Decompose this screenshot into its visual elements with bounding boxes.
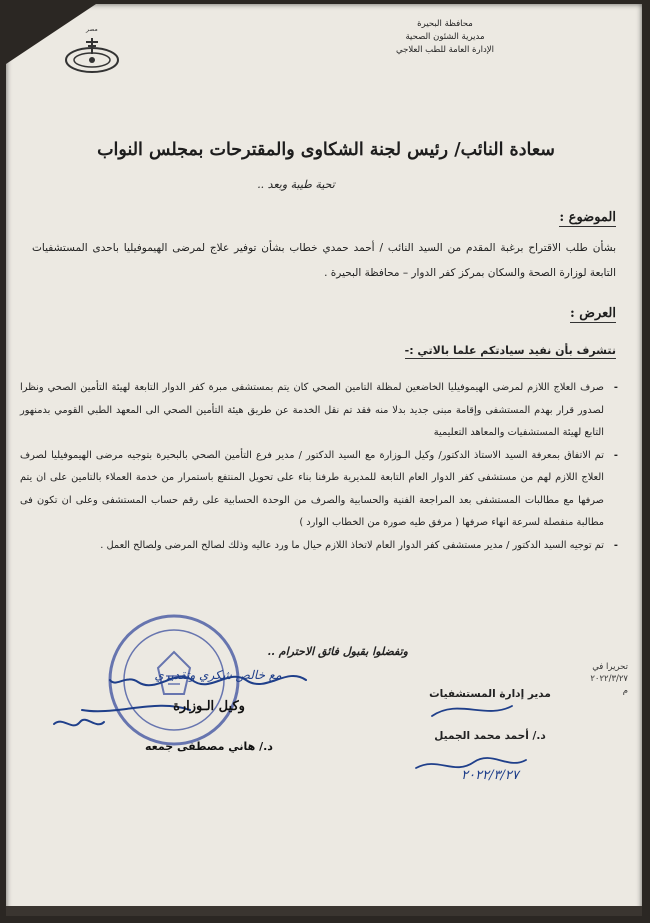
- signature-right: [400, 688, 580, 742]
- letter-page: [6, 4, 642, 916]
- letterhead-directorate: مديرية الشئون الصحية: [405, 32, 485, 42]
- body-item: - تم الاتفاق بمعرفة السيد الاستاذ الدكتور/ وكيل الـوزارة مع السيد الدكتور / مدير فرع التأمين الصحي بالبحيرة بتوجيه مرضى الهيموفيليا لصرف العلاج اللازم لهم من مستشفى كفر الدوار العام التابعة للمديرية طرفنا بناء على تحويل المنتفع باستمرار من خدمة العملاء بالتامين على ان يتم صرفها مع مطالبات المستشفى بعد المراجعة الفنية والحسابية والصرف من الوحدة الحسابية على رقم حساب المستشفى وعلى ان تكون فى مطالبة منفصلة لسرعة انهاء صرفها ( مرفق طيه صورة من الخطاب الوارد ): [20, 445, 618, 535]
- shadow-bottom: [6, 906, 642, 916]
- body-heading: العرض :: [569, 306, 616, 321]
- handwritten-note: مع خالص شكري وتقديري: [154, 668, 282, 682]
- letterhead-department: الإدارة العامة للطب العلاجي: [396, 45, 494, 55]
- signature-right-name: د./ أحمد محمد الجميل: [434, 730, 546, 742]
- signature-left: [114, 699, 304, 753]
- date-value: ٢٠٢٢/٣/٢٧: [590, 674, 628, 684]
- date-suffix: م: [622, 686, 628, 696]
- logo-caption: مصر: [86, 26, 98, 33]
- date-label: تحريرا في: [592, 662, 628, 672]
- body-item: - صرف العلاج اللازم لمرضى الهيموفيليا الخاضعين لمظلة التامين الصحي كان يتم بمستشفى مبرة كفر الدوار التابعة لهيئة التأمين الصحي ونظرا لصدور قرار بهدم المستشفى وإقامة مبنى جديد بدلا منه فقد تم نقل الخدمة عن طريق هيئة التأمين الصحي الى المعهد الطبي القومي بدمنهور التابع لهيئة المستشفيات والمعاهد التعليمية: [20, 377, 618, 445]
- letterhead-governorate: محافظة البحيرة: [417, 19, 473, 29]
- subject-text: بشأن طلب الاقتراح برغبة المقدم من السيد النائب / أحمد حمدي خطاب بشأن توفير علاج لمرضى الهيموفيليا باحدى المستشفيات التابعة لوزارة الصحة والسكان بمركز كفر الدوار – محافظة البحيرة .: [32, 242, 616, 279]
- letter-title: سعادة النائب/ رئيس لجنة الشكاوى والمقترحات بمجلس النواب: [97, 140, 555, 160]
- subject-heading: الموضوع :: [559, 210, 616, 225]
- greeting: تحية طيبة وبعد ..: [257, 178, 335, 191]
- signature-left-name: د./ هاني مصطفى جمعه: [145, 740, 273, 753]
- body-item: - تم توجيه السيد الدكتور / مدير مستشفى كفر الدوار العام لاتخاذ اللازم حيال ما ورد عاليه وذلك لصالح المرضى ولصالح العمل .: [20, 535, 618, 558]
- handwritten-mark: ٢٠٢٢/٣/٢٧: [461, 768, 519, 783]
- signature-left-role: وكيل الـوزارة: [173, 699, 245, 714]
- body-intro: نتشرف بأن نفيد سيادتكم علما بالاتي :-: [404, 344, 616, 357]
- closing-line: وتفضلوا بقبول فائق الاحترام ..: [267, 645, 408, 658]
- signature-right-role: مدير إدارة المستشفيات: [429, 688, 551, 700]
